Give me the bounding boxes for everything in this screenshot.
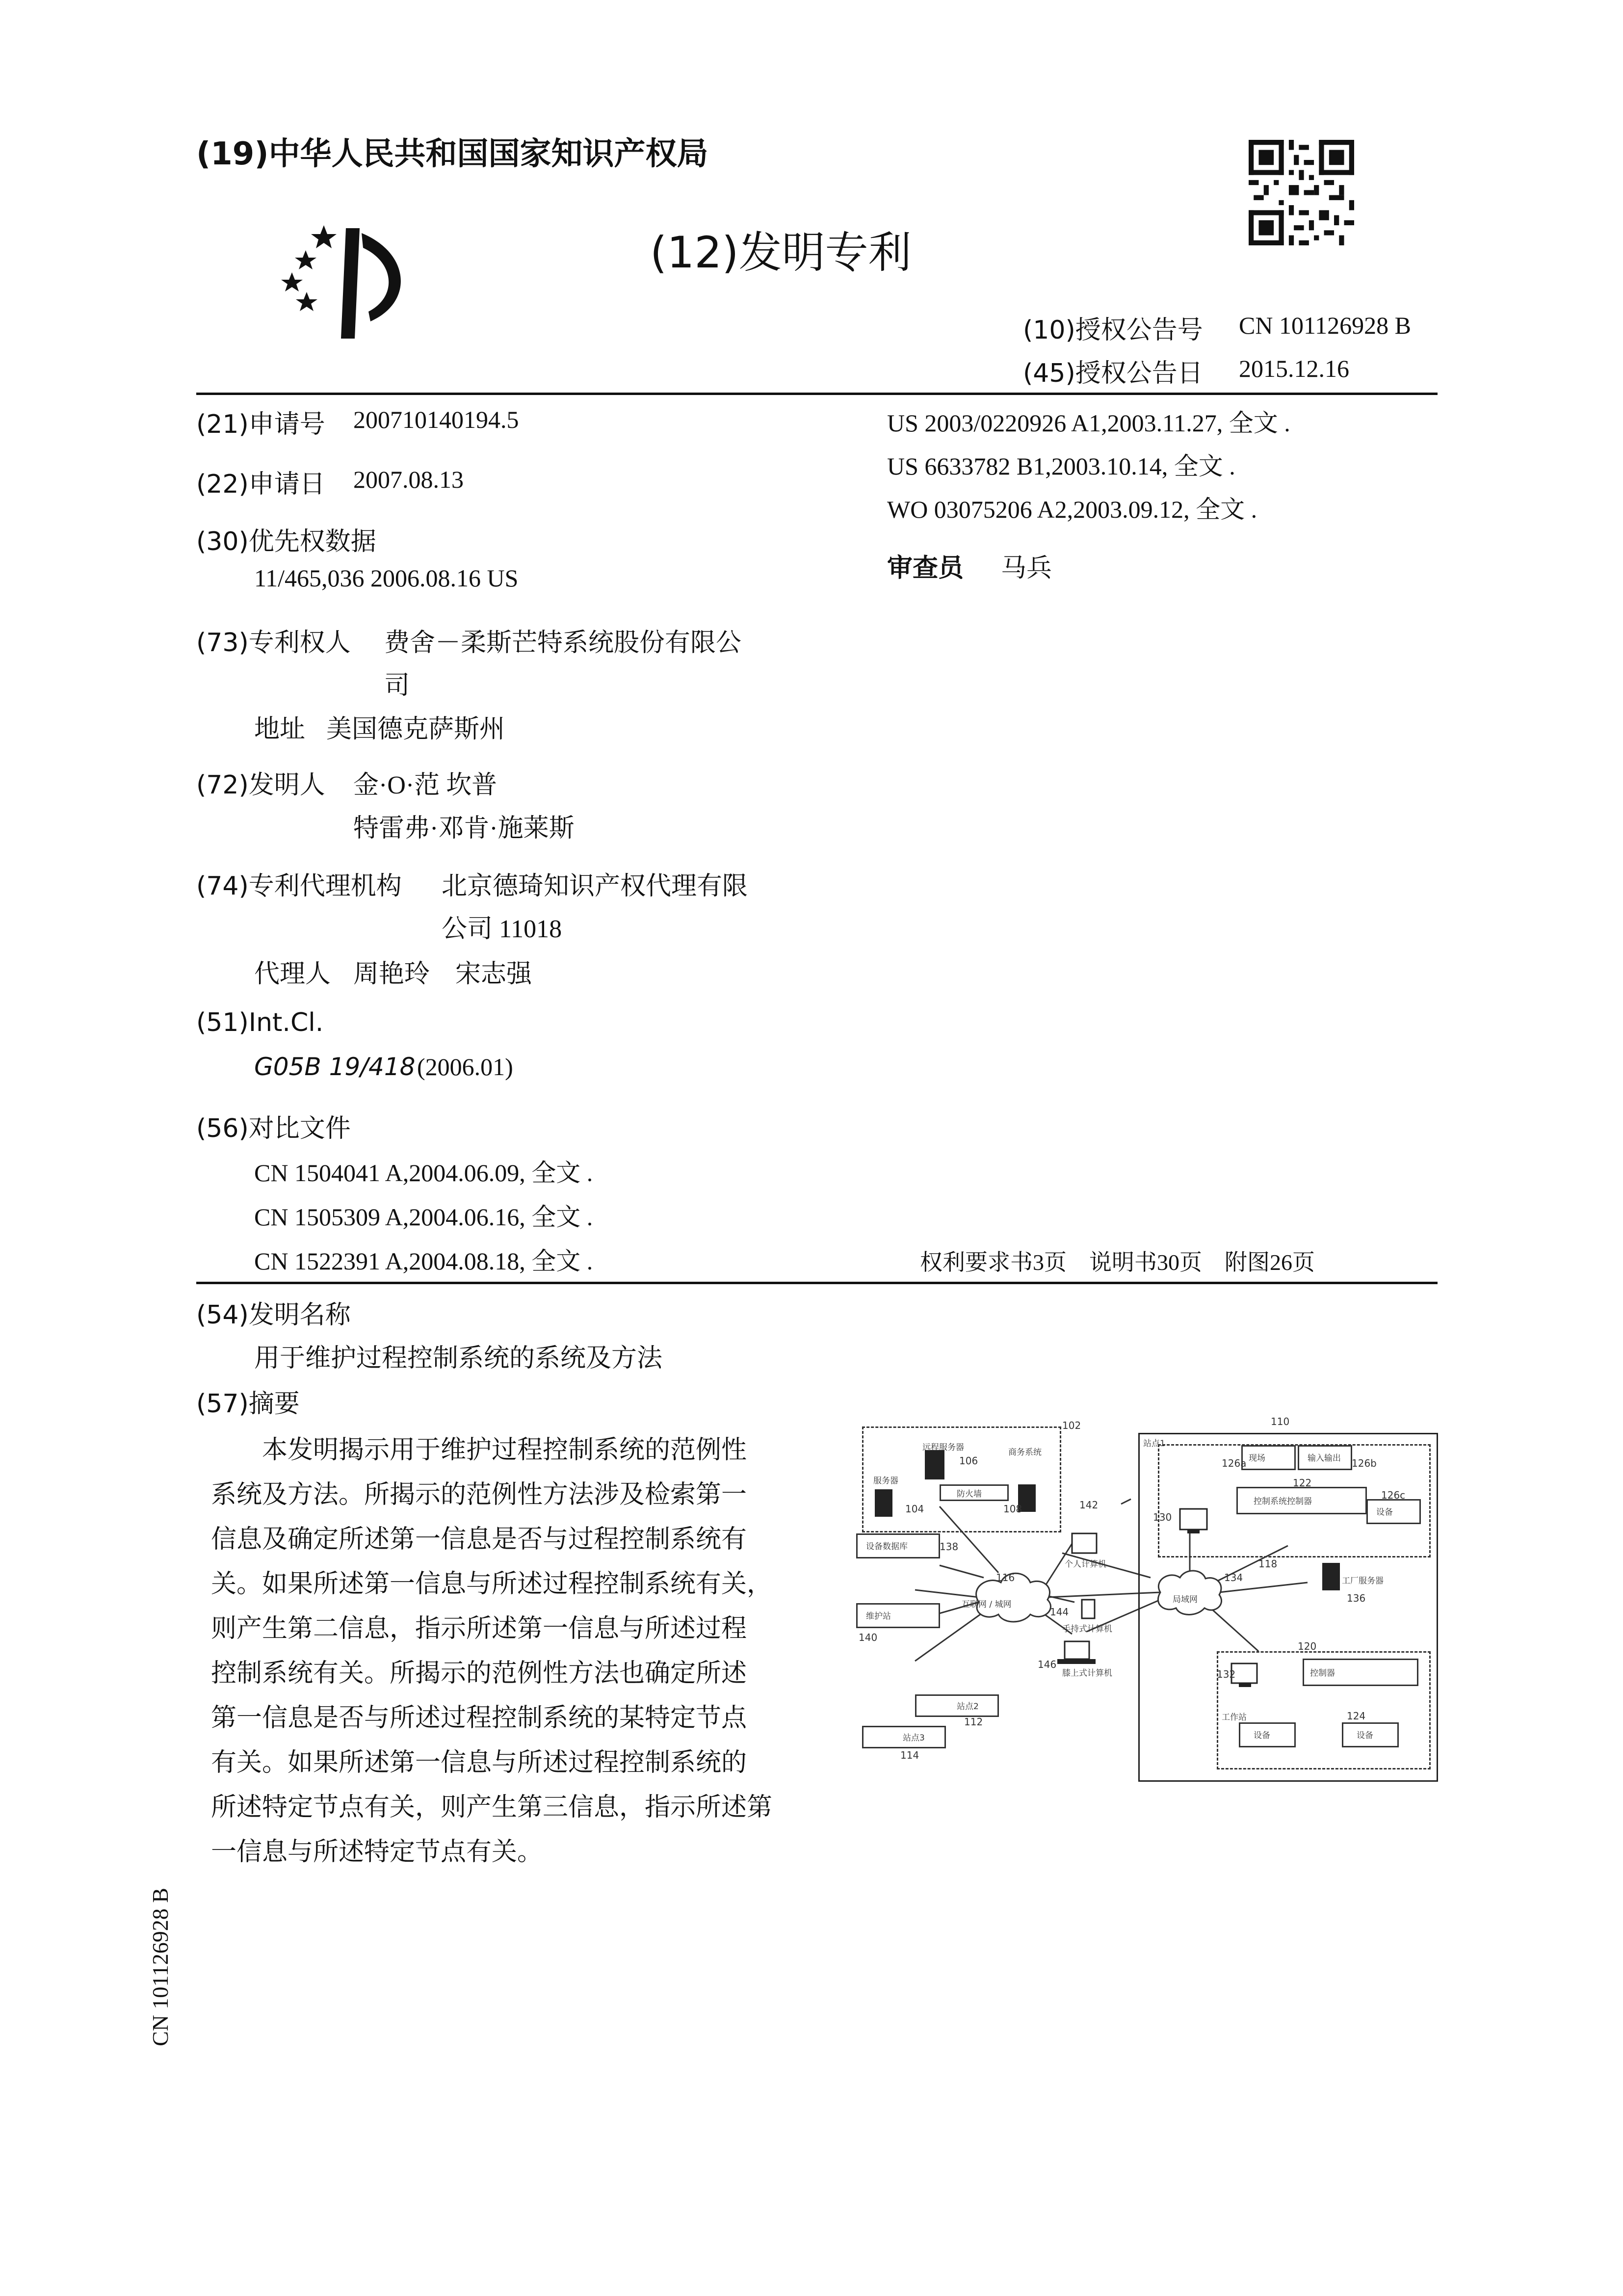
fig-label-io: 输入输出 (1308, 1453, 1341, 1463)
header-rule (196, 393, 1438, 395)
ref-104: 104 (905, 1503, 924, 1515)
fig-label-device-b: 设备 (1357, 1731, 1373, 1741)
ref-126c: 126c (1381, 1489, 1406, 1501)
int-cl-year: (2006.01) (417, 1053, 513, 1081)
reference-cn-1: CN 1504041 A,2004.06.09, 全文 . (254, 1159, 593, 1187)
abstract-line: 关。如果所述第一信息与所述过程控制系统有关， (211, 1570, 773, 1598)
ref-118: 118 (1258, 1558, 1278, 1570)
fig-label-business: 商务系统 (1008, 1448, 1042, 1457)
abstract-line: 控制系统有关。所揭示的范例性方法也确定所述 (211, 1660, 747, 1688)
abstract-line: 一信息与所述特定节点有关。 (211, 1838, 543, 1866)
ref-106: 106 (959, 1455, 978, 1467)
side-publication-number: CN 101126928 B (148, 1888, 173, 2046)
inventor-1: 金·O·范 坎普 (353, 771, 497, 799)
int-cl-label: (51)Int.Cl. (196, 1008, 324, 1037)
abstract-line: 第一信息是否与所述过程控制系统的某特定节点 (211, 1704, 747, 1732)
patentee-name-line-2: 司 (384, 672, 410, 700)
abstract-line: 有关。如果所述第一信息与所述过程控制系统的 (211, 1749, 747, 1777)
agency-name-line-1: 北京德琦知识产权代理有限 (442, 872, 748, 900)
ref-134: 134 (1224, 1572, 1243, 1583)
abstract-label: (57)摘要 (196, 1389, 300, 1419)
fig-label-ctrl-sys: 控制系统控制器 (1254, 1497, 1312, 1506)
abstract-line: 所述特定节点有关，则产生第三信息，指示所述第 (211, 1794, 773, 1821)
fig-label-site-2: 站点2 (957, 1702, 979, 1712)
fig-label-site-1: 站点1 (1143, 1439, 1165, 1449)
ref-124: 124 (1347, 1710, 1366, 1722)
publication-number: CN 101126928 B (1239, 312, 1411, 339)
publication-date: 2015.12.16 (1239, 355, 1349, 382)
ref-102: 102 (1062, 1420, 1081, 1431)
office-name: (19)中华人民共和国国家知识产权局 (196, 136, 708, 172)
int-cl-code: G05B 19/418 (254, 1053, 416, 1081)
fig-label-firewall: 防火墙 (957, 1489, 982, 1499)
application-date: 2007.08.13 (353, 466, 464, 493)
page-counts: 权利要求书3页 说明书30页 附图26页 (920, 1250, 1315, 1275)
middle-rule (196, 1282, 1438, 1284)
ref-140: 140 (859, 1632, 878, 1643)
ref-116: 116 (996, 1572, 1015, 1583)
priority-data: 11/465,036 2006.08.16 US (254, 564, 519, 592)
agent-label: 代理人 (254, 959, 331, 989)
patentee-name-line-1: 费舍－柔斯芒特系统股份有限公 (384, 629, 742, 657)
examiner-label: 审查员 (887, 554, 964, 583)
ref-144: 144 (1050, 1606, 1069, 1618)
address-label: 地址 (254, 714, 306, 744)
agency-name-line-2: 公司 11018 (442, 915, 562, 943)
application-number: 200710140194.5 (353, 406, 519, 433)
abstract-figure (856, 1416, 1440, 1779)
ref-146: 146 (1038, 1659, 1057, 1670)
ref-132: 132 (1217, 1668, 1236, 1680)
reference-cn-3: CN 1522391 A,2004.08.18, 全文 . (254, 1247, 593, 1275)
reference-wo-1: WO 03075206 A2,2003.09.12, 全文 . (887, 496, 1257, 523)
ref-136: 136 (1347, 1592, 1366, 1604)
fig-label-service-db: 服务器 (873, 1476, 898, 1486)
fig-label-handheld: 手持式计算机 (1062, 1624, 1112, 1634)
fig-label-remote-server: 远程服务器 (922, 1443, 964, 1452)
reference-us-1: US 2003/0220926 A1,2003.11.27, 全文 . (887, 409, 1290, 437)
ref-142: 142 (1079, 1499, 1099, 1511)
application-number-label: (21)申请号 (196, 410, 325, 439)
abstract-body (211, 1428, 772, 1874)
ref-108: 108 (1003, 1503, 1022, 1515)
abstract-line: 本发明揭示用于维护过程控制系统的范例性 (211, 1436, 747, 1464)
fig-label-pc: 个人计算机 (1065, 1559, 1106, 1569)
fig-label-workstation: 工作站 (1222, 1713, 1247, 1722)
fig-label-lan: 局域网 (1173, 1595, 1198, 1605)
ref-120: 120 (1298, 1640, 1317, 1652)
patentee-label: (73)专利权人 (196, 628, 351, 658)
address: 美国德克萨斯州 (326, 715, 505, 743)
references-label: (56)对比文件 (196, 1114, 351, 1143)
abstract-line: 系统及方法。所揭示的范例性方法涉及检索第一 (211, 1481, 747, 1509)
examiner-name: 马兵 (1001, 554, 1052, 582)
fig-label-device-a: 设备 (1254, 1731, 1270, 1741)
publication-number-label: (10)授权公告号 (1023, 316, 1203, 345)
abstract-line: 信息及确定所述第一信息是否与过程控制系统有 (211, 1526, 747, 1554)
reference-cn-2: CN 1505309 A,2004.06.16, 全文 . (254, 1203, 593, 1231)
ref-138: 138 (940, 1541, 959, 1553)
invention-title: 用于维护过程控制系统的系统及方法 (254, 1345, 663, 1372)
ref-110: 110 (1271, 1416, 1290, 1427)
fig-label-controller: 控制器 (1310, 1668, 1335, 1678)
reference-us-2: US 6633782 B1,2003.10.14, 全文 . (887, 452, 1235, 480)
ref-126b-top: 126b (1352, 1457, 1377, 1469)
fig-label-field: 现场 (1249, 1453, 1265, 1463)
ref-114: 114 (900, 1749, 919, 1761)
ref-122: 122 (1293, 1477, 1312, 1489)
inventor-2: 特雷弗·邓肯·施莱斯 (353, 815, 575, 843)
fig-label-site-3: 站点3 (903, 1733, 925, 1743)
document-type: (12)发明专利 (650, 227, 912, 278)
fig-label-equip-db: 设备数据库 (866, 1542, 908, 1552)
device-box-c (1366, 1499, 1421, 1524)
fig-label-plant-server: 工厂服务器 (1342, 1576, 1384, 1586)
cnipa-logo-icon (272, 223, 424, 346)
fig-label-maint-station: 维护站 (866, 1611, 891, 1621)
priority-label: (30)优先权数据 (196, 527, 376, 556)
agent-names: 周艳玲 宋志强 (353, 960, 532, 988)
inventor-label: (72)发明人 (196, 770, 325, 800)
fig-label-laptop: 膝上式计算机 (1062, 1668, 1112, 1678)
qr-code-icon (1249, 140, 1354, 245)
ref-130: 130 (1153, 1511, 1172, 1523)
application-date-label: (22)申请日 (196, 470, 325, 499)
ref-126a-top: 126a (1222, 1457, 1247, 1469)
invention-title-label: (54)发明名称 (196, 1300, 351, 1330)
ref-112: 112 (964, 1716, 983, 1728)
fig-label-device-c: 设备 (1376, 1507, 1393, 1517)
abstract-line: 则产生第二信息，指示所述第一信息与所述过程 (211, 1615, 747, 1643)
publication-date-label: (45)授权公告日 (1023, 359, 1203, 388)
fig-label-internet: 互联网 / 城网 (962, 1600, 1012, 1610)
agency-label: (74)专利代理机构 (196, 871, 402, 901)
